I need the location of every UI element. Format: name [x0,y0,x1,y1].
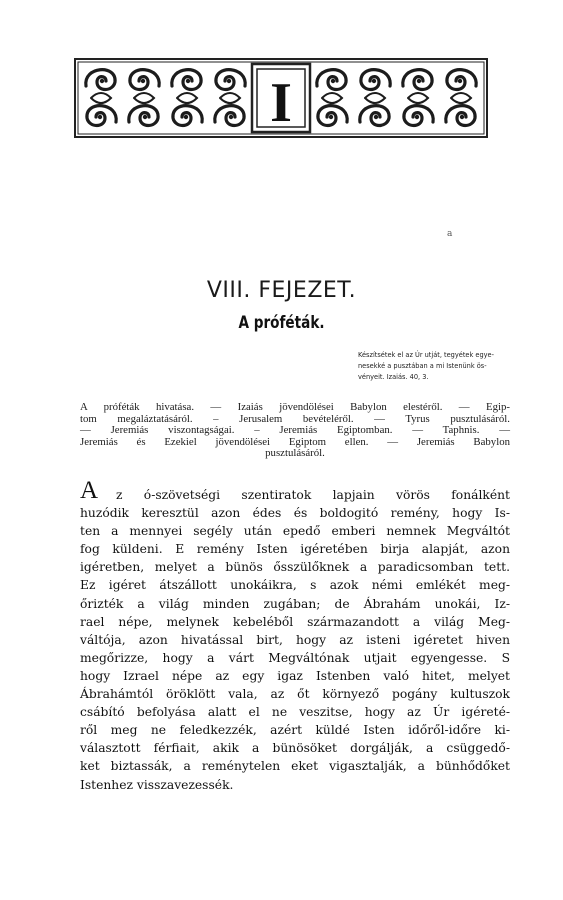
summary-line: A próféták hivatása. — Izaiás jövendölései Babylon elestéről. — Egip- [80,401,510,413]
ornament-dot [184,115,188,119]
ornament-dot [227,79,231,83]
body-line: ről meg ne feledkezzék, azért küldé Isten időről-időre ki- [80,723,510,738]
ornament-dot [372,79,376,83]
ornament-leaf [322,93,342,103]
summary-line: — Jeremiás viszontagságai. – Jeremiás Egiptomban. — Taphnis. — [80,424,510,437]
ornament-dot [415,115,419,119]
ornament-initial-letter: I [270,72,292,134]
ornament-leaf [91,93,111,103]
ornament-leaf [451,93,471,103]
ornament-dot [100,79,104,83]
epigraph-quote [358,350,510,383]
summary-line: pusztulásáról. [265,447,325,460]
body-line: huzódik keresztül azon édes és boldogitó remény, hogy Is- [80,506,510,521]
summary-line: tom megaláztatásáról. – Jerusalem bevételéről. — Tyrus pusztulásáról. [80,412,510,425]
body-paragraph [80,477,510,794]
ornament-dot [331,79,335,83]
ornament-leaf [365,93,385,103]
ornament-dot [229,115,233,119]
body-line: z ó-szövetségi szentiratok lapjain vörös fonálként [116,488,510,502]
epigraph-line: vényeit. Izaiás. 40, 3. [358,373,429,381]
ornament-dot [374,115,378,119]
chapter-subtitle: A próféták. [238,313,325,333]
body-line: választott férfiait, akik a bünösöket dorgálják, a csüggedő- [80,741,510,756]
ornament-dot [141,79,145,83]
ornament-dot [186,79,190,83]
decorative-header-ornament [74,58,488,138]
body-line: ket biztassák, a reménytelen eket vigasztalják, a bünhődőket [80,759,510,774]
epigraph-line: nesekké a pusztában a mi Istenünk ös- [358,362,487,370]
body-line: rael népe, melynek kebeléből származandott a világ Meg- [80,614,510,629]
epigraph-line: Készítsétek el az Úr utját, tegyétek egye- [358,351,494,359]
summary-line: Jeremiás és Ezekiel jövendölései Egiptom ellen. — Jeremiás Babylon [80,435,510,448]
body-line: őrizték a világ minden zugában; de Ábrahám unokái, Iz- [80,596,510,611]
body-line: hogy Izrael népe az egy igaz Istenben való hitet, melyet [80,668,510,683]
ornament-dot [329,115,333,119]
body-line: fog küldeni. E remény Isten igéretében birja alapját, azon [80,542,510,557]
stray-printed-mark: a [447,229,453,239]
body-line: Ez igéret átszállott unokáikra, s azok némi emlékét meg- [80,578,510,593]
body-line: Ábrahámtól öröklött vala, az őt környező pogány kultuszok [80,687,510,702]
chapter-summary [80,402,510,460]
body-line: megőrizze, hogy a várt Megváltónak utjait egyengesse. S [80,650,510,665]
ornament-dot [143,115,147,119]
ornament-leaf [408,93,428,103]
ornament-dot [458,79,462,83]
ornament-leaf [134,93,154,103]
ornament-leaf [177,93,197,103]
drop-cap-letter: A [80,477,99,504]
ornament-dot [460,115,464,119]
body-line: igéretben, melyet a bünös ősszülőknek a paradicsomban tett. [80,560,510,575]
ornament-leaf [220,93,240,103]
chapter-title: VIII. FEJEZET. [206,278,357,303]
ornament-dot [417,79,421,83]
body-line: Istenhez visszavezessék. [80,777,234,792]
ornament-dot [98,115,102,119]
body-line: csábító befolyása alatt el ne veszitse, hogy az Úr igéreté- [80,705,510,720]
body-line: váltója, azon hivatással birt, hogy az isteni igéretet hiven [80,632,510,647]
body-line: ten a mennyei segély után epedő emberi nemnek Megváltót [80,524,510,539]
